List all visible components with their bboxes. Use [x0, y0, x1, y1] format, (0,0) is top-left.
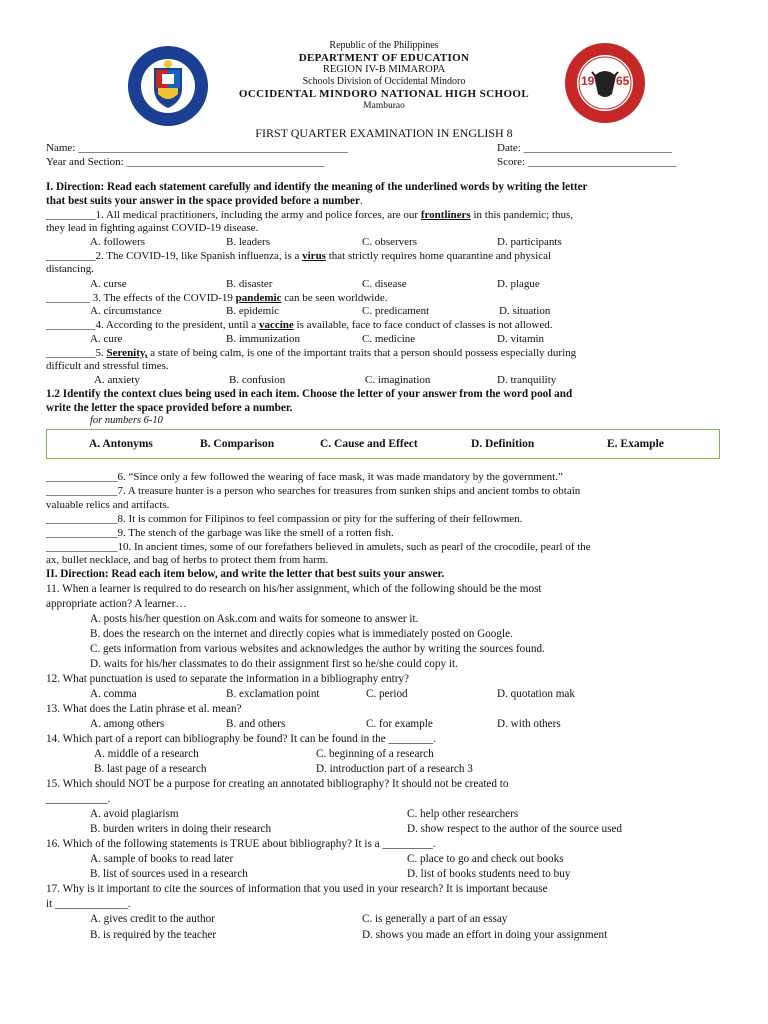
q17-line1: 17. Why is it important to cite the sources of information that you used in your research? It is important because: [46, 883, 548, 895]
q12: 12. What punctuation is used to separate the information in a bibliography entry?: [46, 673, 409, 685]
item-5-pre: _________5.: [46, 347, 107, 359]
item-5-line1: [46, 346, 726, 360]
q13: 13. What does the Latin phrase et al. mean?: [46, 703, 242, 715]
q15-option-a: A. avoid plagiarism: [90, 808, 179, 820]
item-9: _____________9. The stench of the garbage was like the smell of a rotten fish.: [46, 527, 394, 539]
part1-direction-line1: I. Direction: Read each statement carefully and identify the meaning of the underlined words by writing the letter: [46, 181, 588, 193]
word-pool-e: E. Example: [607, 438, 664, 450]
header-republic: Republic of the Philippines: [329, 40, 439, 51]
q13-option-c: C. for example: [366, 718, 433, 730]
word-pool-a: A. Antonyms: [89, 438, 153, 450]
item-1-line2: they lead in fighting against COVID-19 disease.: [46, 222, 259, 234]
part1-direction-line2-text: that best suits your answer in the space provided before a number: [46, 195, 360, 207]
q16-option-b: B. list of sources used in a research: [90, 868, 248, 880]
item-2-line2: distancing.: [46, 263, 94, 275]
item-4-post: is available, face to face conduct of classes is not allowed.: [293, 319, 553, 331]
part12-direction-line2: write the letter the space provided before a number.: [46, 402, 293, 414]
word-pool-b: B. Comparison: [200, 438, 275, 450]
word-pool-d: D. Definition: [471, 438, 535, 450]
item-3-option-d: D. situation: [499, 305, 551, 317]
item-7-line2: valuable relics and artifacts.: [46, 499, 170, 511]
q17-option-c: C. is generally a part of an essay: [362, 913, 508, 925]
q14-option-b: B. last page of a research: [94, 763, 207, 775]
item-2-post: that strictly requires home quarantine and physical: [325, 250, 552, 262]
q11-line1: 11. When a learner is required to do research on his/her assignment, which of the following should be the most: [46, 583, 542, 595]
q11-line2: appropriate action? A learner…: [46, 598, 187, 610]
item-1-option-a: A. followers: [90, 236, 145, 248]
q17-option-a: A. gives credit to the author: [90, 913, 215, 925]
item-1-pre: _________1. All medical practitioners, including the army and police forces, are our: [46, 209, 421, 221]
item-2-option-a: A. curse: [90, 278, 127, 290]
item-4-word: vaccine: [258, 319, 294, 331]
q14: 14. Which part of a report can bibliography be found? It can be found in the ________.: [46, 733, 436, 745]
q12-option-a: A. comma: [90, 688, 137, 700]
q17-line2: it _____________.: [46, 898, 131, 910]
q13-option-b: B. and others: [226, 718, 286, 730]
q13-option-d: D. with others: [497, 718, 561, 730]
item-3-line1: [46, 291, 726, 305]
part12-note: for numbers 6-10: [90, 415, 163, 426]
q15-line2: ___________.: [46, 793, 111, 805]
item-10-line1: _____________10. In ancient times, some of our forefathers believed in amulets, such as pearl of the crocodile, pearl of the: [46, 541, 591, 553]
item-1-option-b: B. leaders: [226, 236, 270, 248]
q16-option-a: A. sample of books to read later: [90, 853, 234, 865]
item-3-option-c: C. predicament: [362, 305, 430, 317]
header-department: DEPARTMENT OF EDUCATION: [298, 52, 470, 64]
item-2-word: virus: [302, 250, 326, 262]
q14-option-c: C. beginning of a research: [316, 748, 434, 760]
header-division: Schools Division of Occidental Mindoro: [302, 76, 466, 87]
q15-line1: 15. Which should NOT be a purpose for creating an annotated bibliography? It should not be created to: [46, 778, 509, 790]
item-10-line2: ax, bullet necklace, and bag of herbs to protect them from harm.: [46, 554, 329, 566]
word-pool-c: C. Cause and Effect: [320, 438, 418, 450]
year-section-field[interactable]: Year and Section: ____________________________________: [46, 156, 325, 168]
item-5-word: Serenity,: [106, 347, 148, 359]
item-2-option-d: D. plague: [497, 278, 540, 290]
q13-option-a: A. among others: [90, 718, 165, 730]
q14-option-a: A. middle of a research: [94, 748, 199, 760]
item-4-pre: _________4. According to the president, until a: [46, 319, 259, 331]
word-pool-box: [46, 429, 720, 459]
item-4-option-d: D. vitamin: [497, 333, 545, 345]
date-field[interactable]: Date: ___________________________: [497, 142, 673, 154]
item-2-option-b: B. disaster: [226, 278, 273, 290]
item-8: _____________8. It is common for Filipinos to feel compassion or pity for the suffering of their fellowmen.: [46, 513, 523, 525]
item-5-post: a state of being calm, is one of the important traits that a person should possess especially during: [147, 347, 577, 359]
q16: 16. Which of the following statements is TRUE about bibliography? It is a _________.: [46, 838, 436, 850]
school-seal-year-right: 65: [616, 74, 630, 88]
q15-option-c: C. help other researchers: [407, 808, 519, 820]
item-2-pre: _________2. The COVID-19, like Spanish influenza, is a: [46, 250, 303, 262]
item-1-option-c: C. observers: [362, 236, 417, 248]
item-4-option-a: A. cure: [90, 333, 123, 345]
item-1-line1: [46, 208, 726, 222]
score-field[interactable]: Score: ___________________________: [497, 156, 677, 168]
q17-option-d: D. shows you made an effort in doing your assignment: [362, 929, 608, 941]
item-3-option-b: B. epidemic: [226, 305, 280, 317]
part2-direction: II. Direction: Read each item below, and write the letter that best suits your answer.: [46, 568, 445, 580]
header-region: REGION IV-B MIMAROPA: [322, 64, 446, 75]
item-1-post: in this pandemic; thus,: [470, 209, 574, 221]
item-5-option-b: B. confusion: [229, 374, 286, 386]
item-2-option-c: C. disease: [362, 278, 407, 290]
q17-option-b: B. is required by the teacher: [90, 929, 217, 941]
q14-option-d: D. introduction part of a research 3: [316, 763, 473, 775]
item-7-line1: _____________7. A treasure hunter is a person who searches for treasures from sunken ships and ancient tombs to obtain: [46, 485, 581, 497]
q12-option-c: C. period: [366, 688, 408, 700]
q15-option-d: D. show respect to the author of the source used: [407, 823, 622, 835]
item-4-option-c: C. medicine: [362, 333, 416, 345]
item-3-pre: ________ 3. The effects of the COVID-19: [46, 292, 236, 304]
item-6: _____________6. “Since only a few followed the wearing of face mask, it was made mandatory by the government.”: [46, 471, 563, 483]
exam-title: FIRST QUARTER EXAMINATION IN ENGLISH 8: [255, 126, 513, 140]
item-4-line1: [46, 318, 726, 332]
q15-option-b: B. burden writers in doing their research: [90, 823, 272, 835]
item-1-option-d: D. participants: [497, 236, 562, 248]
item-3-word: pandemic: [235, 292, 282, 304]
name-field[interactable]: Name: _________________________________________________: [46, 142, 348, 154]
item-5-line2: difficult and stressful times.: [46, 360, 169, 372]
item-3-option-a: A. circumstance: [90, 305, 162, 317]
q16-option-c: C. place to go and check out books: [407, 853, 564, 865]
part12-direction-line1: 1.2 Identify the context clues being used in each item. Choose the letter of your answer from the word pool and: [46, 388, 573, 400]
item-5-option-d: D. tranquility: [497, 374, 557, 386]
item-2-line1: [46, 249, 726, 263]
item-5-option-c: C. imagination: [365, 374, 431, 386]
item-4-option-b: B. immunization: [226, 333, 300, 345]
q11-option-a: A. posts his/her question on Ask.com and waits for someone to answer it.: [90, 613, 419, 625]
q11-option-b: B. does the research on the internet and directly copies what is immediately posted on Google.: [90, 628, 513, 640]
item-1-word: frontliners: [420, 209, 471, 221]
q11-option-c: C. gets information from various websites and acknowledges the author by writing the sources found.: [90, 643, 545, 655]
q12-option-b: B. exclamation point: [226, 688, 320, 700]
school-seal-year-left: 19: [581, 74, 595, 88]
header-school-name: OCCIDENTAL MINDORO NATIONAL HIGH SCHOOL: [238, 88, 530, 100]
header-town: Mamburao: [363, 101, 405, 111]
q12-option-d: D. quotation mak: [497, 688, 575, 700]
item-3-post: can be seen worldwide.: [281, 292, 388, 304]
part1-direction-line2: that best suits your answer in the space provided before a number.: [46, 195, 363, 207]
item-5-option-a: A. anxiety: [94, 374, 140, 386]
q11-option-d: D. waits for his/her classmates to do their assignment first so he/she could copy it.: [90, 658, 458, 670]
q16-option-d: D. list of books students need to buy: [407, 868, 571, 880]
